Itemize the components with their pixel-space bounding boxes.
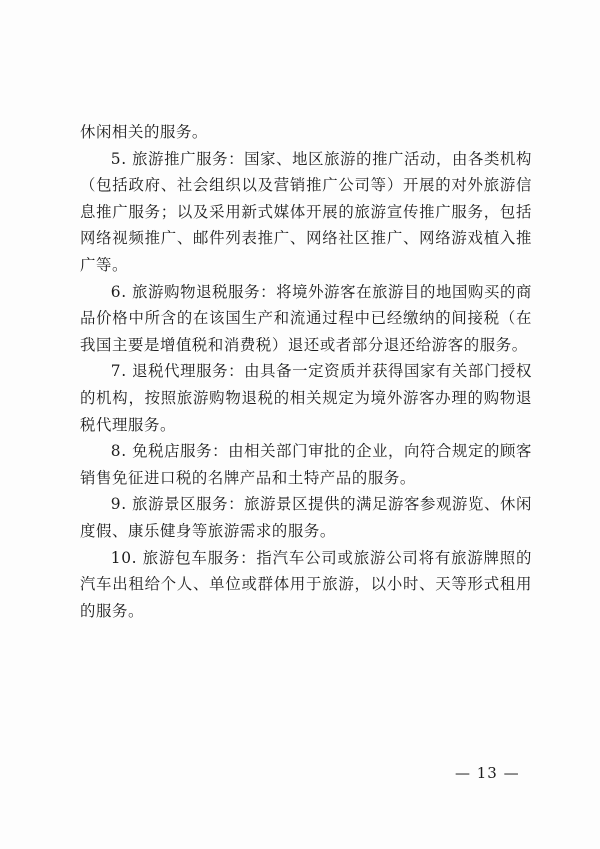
paragraph-tourism-promotion: 5. 旅游推广服务：国家、地区旅游的推广活动，由各类机构（包括政府、社会组织以及营销推广公司等）开展的对外旅游信息推广服务；以及采用新式媒体开展的旅游宣传推广服务，包括网络视频推广、邮件列表推广、网络社区推广、网络游戏植入推广等。 (80, 149, 532, 274)
paragraph-tax-refund-agency: 7. 退税代理服务：由具备一定资质并获得国家有关部门授权的机构，按照旅游购物退税的相关规定为境外游客办理的购物退税代理服务。 (80, 362, 532, 434)
paragraph-shopping-tax-refund: 6. 旅游购物退税服务：将境外游客在旅游目的地国购买的商品价格中所含的在该国生产和流通过程中已经缴纳的间接税（在我国主要是增值税和消费税）退还或者部分退还给游客的服务。 (80, 282, 532, 354)
page-number: — 13 — (455, 764, 520, 782)
paragraph-charter-bus: 10. 旅游包车服务：指汽车公司或旅游公司将有旅游牌照的汽车出租给个人、单位或群体用于旅游，以小时、天等形式租用的服务。 (80, 548, 532, 620)
paragraph-continuation: 休闲相关的服务。 (80, 123, 208, 141)
paragraph-scenic-area: 9. 旅游景区服务：旅游景区提供的满足游客参观游览、休闲度假、康乐健身等旅游需求的服务。 (80, 495, 532, 540)
paragraph-duty-free-shop: 8. 免税店服务：由相关部门审批的企业，向符合规定的顾客销售免征进口税的名牌产品和土特产品的服务。 (80, 442, 532, 487)
document-body (80, 119, 532, 624)
